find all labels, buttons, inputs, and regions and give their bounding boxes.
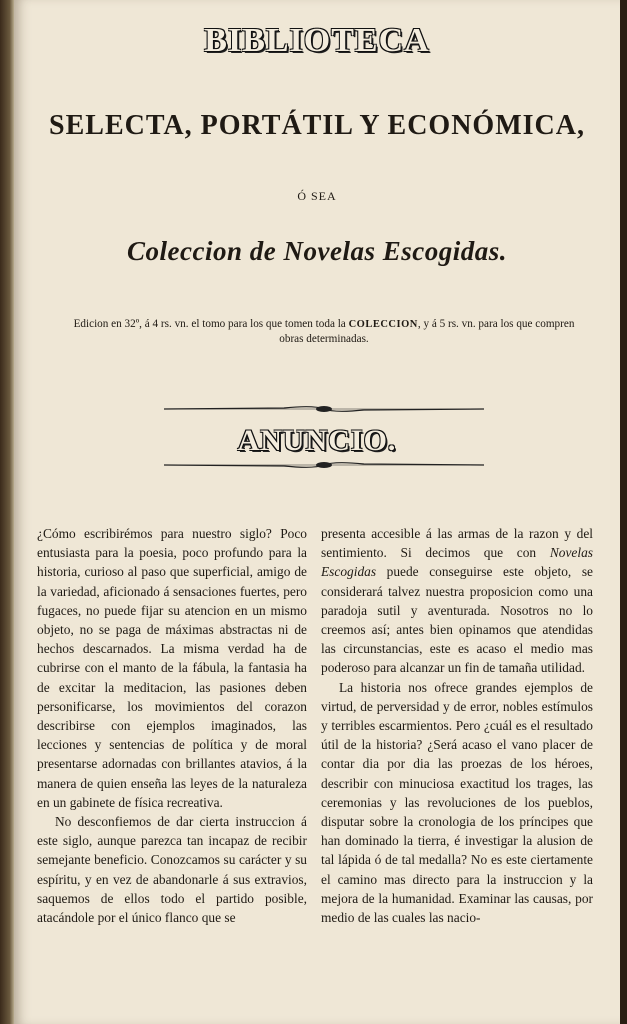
title-selecta: SELECTA, PORTÁTIL Y ECONÓMICA, <box>49 110 585 141</box>
paragraph: ¿Cómo escribirémos para nuestro siglo? Poco entusiasta para la poesia, poco profundo para la historia, curioso al paso que superficial, amigo de la variedad, aficionado á sensaciones fuertes, pero fugaces, no puede fijar su atencion en un mismo objeto, no se paga de máximas abstractas ni de hechos descarnados. La misma verdad ha de cubrirse con el manto de la fábula, la fantasia ha de excitar la meditacion, las pasiones deben personificarse, los movimientos del corazon describirse con ejemplos imaginados, las lecciones y sentencias de política y de moral presentarse adornadas con brillantes atavios, á la manera de quien enseña las leyes de la naturaleza en un gabinete de física recreativa. <box>37 526 307 810</box>
edition-text-bold: COLECCION <box>348 319 418 330</box>
paragraph: No desconfiemos de dar cierta instruccion á este siglo, aunque parezca tan incapaz de recibir semejante beneficio. Conozcamos su carácter y su espíritu, y en vez de abandonarle á sus extravios, saquemos de ellos todo el partido posible, atacándole por el único flanco que se <box>37 814 307 926</box>
paragraph <box>321 524 593 678</box>
paragraph: La historia nos ofrece grandes ejemplos de virtud, de perversidad y de error, nobles estímulos y terribles escarmientos. Pero ¿cuál es el resultado útil de la historia? ¿Será acaso el vano placer de contar dia por dia las proezas de los héroes, describir con minuciosa exactitud los trages, las ceremonias y las revoluciones de los pueblos, disputar sobre la cronologia de los príncipes que han dominado la tierra, é investigar la alusion de tal lápida ó de tal medalla? No es este ciertamente el camino mas directo para la instruccion y la mejora de la humanidad. Examinar las causas, por medio de las cuales las nacio- <box>321 679 593 926</box>
italic-title: Novelas Escogidas <box>321 545 593 580</box>
paragraph-text: presenta accesible á las armas de la razon y del sentimiento. Si decimos que con <box>321 526 593 561</box>
paragraph-text: puede conseguirse este objeto, se considerará talvez nuestra proposicion como una paradoja sutil y aventurada. Nosotros no lo creemos así; antes bien opinamos que atendidas las circunstancias, este es acaso el medio mas poderoso para alcanzar un fin de tamaña utilidad. <box>321 564 593 676</box>
or-line: Ó SEA <box>297 189 337 203</box>
edition-text-post: , y á 5 rs. vn. para los que compren obras determinadas. <box>279 318 575 345</box>
edition-note <box>64 317 584 346</box>
section-heading-anuncio: ANUNCIO. <box>237 424 397 457</box>
edition-text-pre: Edicion en 32º, á 4 rs. vn. el tomo para los que tomen toda la <box>73 318 346 330</box>
title-biblioteca: BIBLIOTECA <box>204 22 430 59</box>
document-page <box>14 0 620 1024</box>
text-column-left <box>37 524 307 927</box>
ornamental-rule-bottom <box>164 461 484 469</box>
subtitle-coleccion: Coleccion de Novelas Escogidas. <box>127 236 507 266</box>
ornamental-rule-top <box>164 405 484 413</box>
book-binding <box>0 0 14 1024</box>
text-column-right <box>321 524 593 927</box>
